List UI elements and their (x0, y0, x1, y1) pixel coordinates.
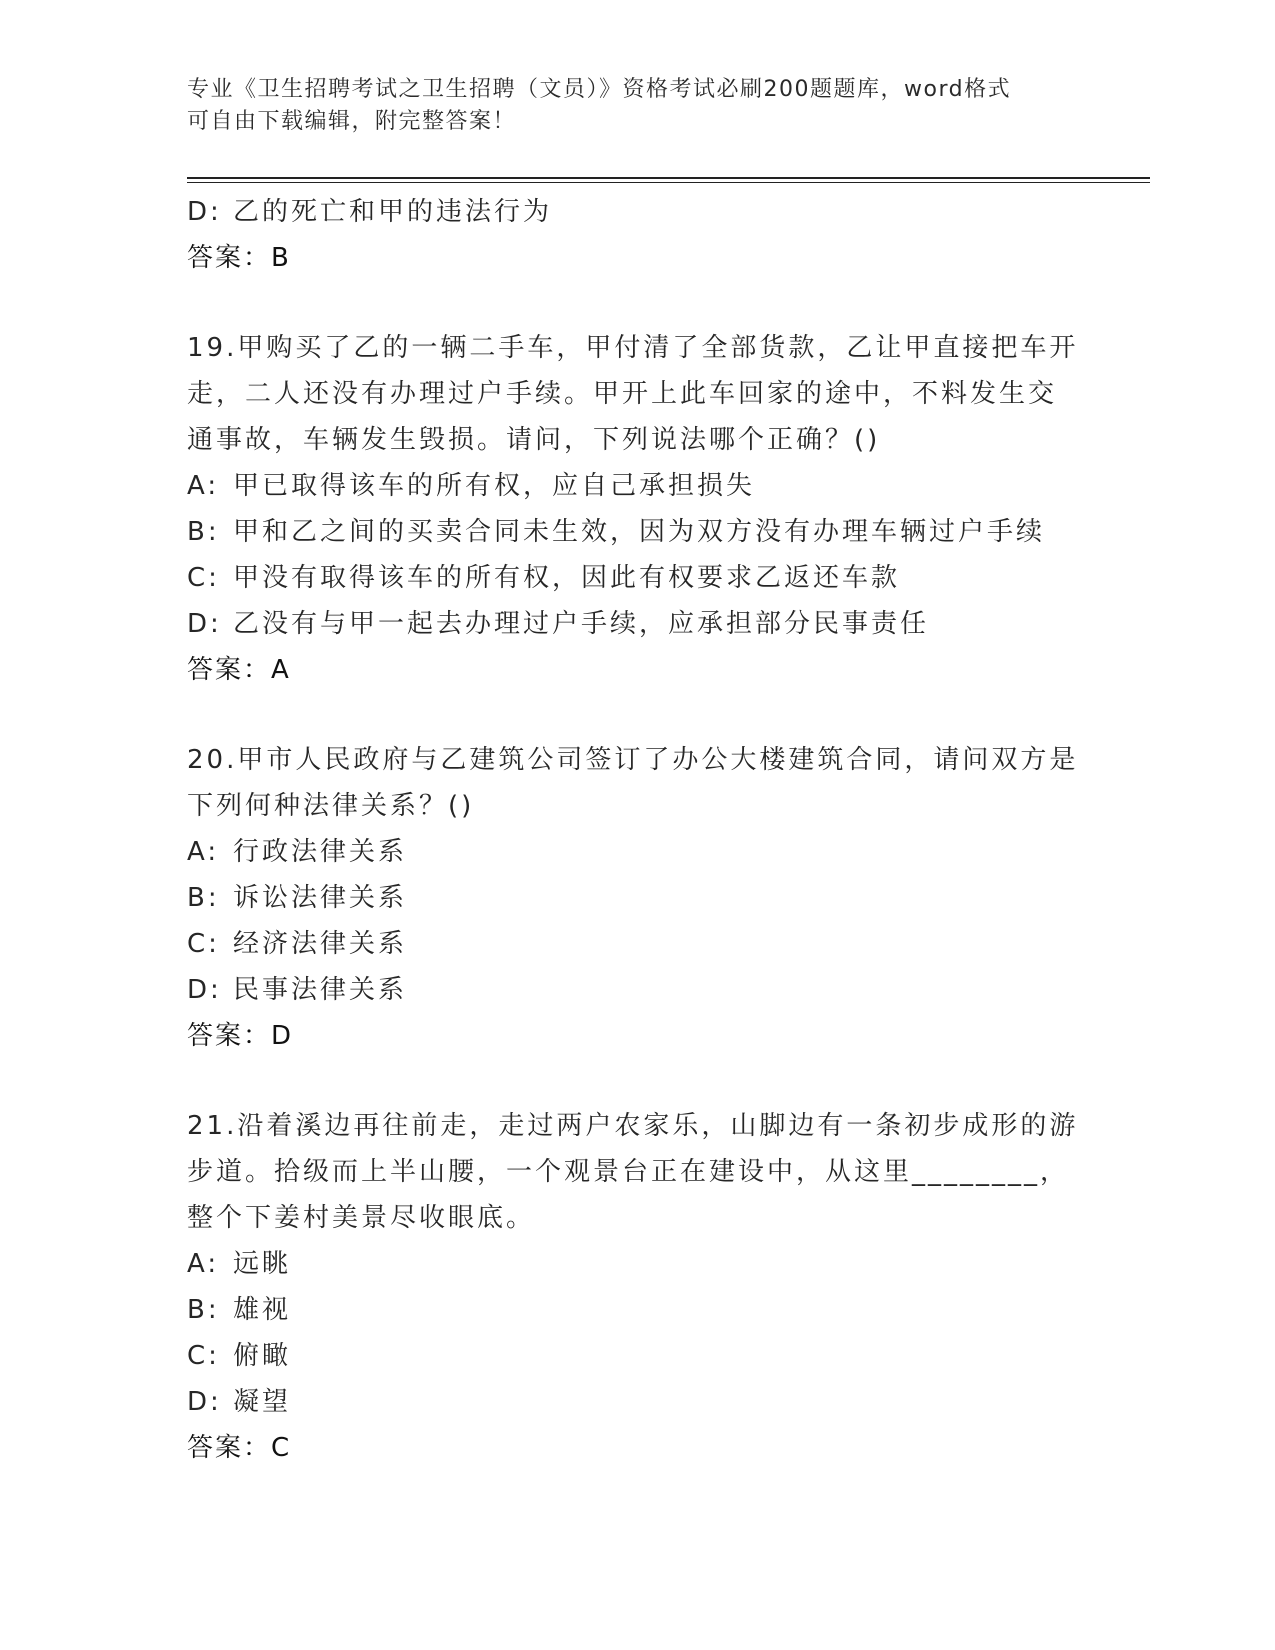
option-label: D: (187, 1387, 222, 1417)
question-19-option-d (187, 601, 1087, 647)
document-content (187, 189, 1087, 1471)
question-20-option-a (187, 829, 1087, 875)
header-rule-thin (187, 182, 1150, 183)
question-21-line-3: 整个下姜村美景尽收眼底。 (187, 1203, 536, 1233)
question-20-option-d (187, 967, 1087, 1013)
question-21-line-1: 21.沿着溪边再往前走，走过两户农家乐，山脚边有一条初步成形的游 (187, 1111, 1079, 1141)
option-label: B: (187, 517, 220, 547)
option-label: B: (187, 883, 220, 913)
question-21 (187, 1103, 1087, 1471)
option-text: 远眺 (233, 1249, 292, 1279)
option-text: 甲已取得该车的所有权，应自己承担损失 (233, 471, 756, 501)
question-20-line-1: 20.甲市人民政府与乙建筑公司签订了办公大楼建筑合同，请问双方是 (187, 745, 1079, 775)
question-19-line-2: 走，二人还没有办理过户手续。甲开上此车回家的途中，不料发生交 (187, 379, 1058, 409)
question-19-line-3: 通事故，车辆发生毁损。请问，下列说法哪个正确？() (187, 425, 881, 455)
question-20 (187, 737, 1087, 1059)
question-20-option-c (187, 921, 1087, 967)
question-20-answer: 答案：D (187, 1021, 294, 1051)
option-label: C: (187, 1341, 220, 1371)
question-21-line-2: 步道。拾级而上半山腰，一个观景台正在建设中，从这里________， (187, 1157, 1070, 1187)
question-19 (187, 325, 1087, 693)
option-text: 诉讼法律关系 (233, 883, 408, 913)
option-label: D: (187, 975, 222, 1005)
document-header (187, 74, 1087, 138)
option-label: C: (187, 563, 220, 593)
question-21-answer: 答案：C (187, 1433, 292, 1463)
spacer (187, 1059, 1087, 1103)
question-19-line-1: 19.甲购买了乙的一辆二手车，甲付清了全部货款，乙让甲直接把车开 (187, 333, 1079, 363)
header-line-1: 专业《卫生招聘考试之卫生招聘（文员）》资格考试必刷200题题库，word格式 (187, 77, 1012, 102)
question-21-option-b (187, 1287, 1087, 1333)
question-21-option-c (187, 1333, 1087, 1379)
spacer (187, 693, 1087, 737)
option-text: 甲和乙之间的买卖合同未生效，因为双方没有办理车辆过户手续 (233, 517, 1046, 547)
option-text: 经济法律关系 (233, 929, 408, 959)
option-text: 俯瞰 (233, 1341, 292, 1371)
header-rule-thick (187, 177, 1150, 179)
option-label: C: (187, 929, 220, 959)
question-19-answer: 答案：A (187, 655, 291, 685)
header-line-2: 可自由下载编辑，附完整答案！ (187, 109, 517, 134)
option-label: A: (187, 471, 220, 501)
question-21-option-d (187, 1379, 1087, 1425)
question-19-option-b (187, 509, 1087, 555)
prev-answer: 答案：B (187, 243, 291, 273)
option-label: A: (187, 1249, 220, 1279)
option-label: A: (187, 837, 220, 867)
option-text: 民事法律关系 (233, 975, 408, 1005)
question-21-option-a (187, 1241, 1087, 1287)
question-20-line-2: 下列何种法律关系？() (187, 791, 475, 821)
option-text: 雄视 (233, 1295, 292, 1325)
option-label: D: (187, 197, 222, 227)
option-text: 凝望 (233, 1387, 292, 1417)
option-label: B: (187, 1295, 220, 1325)
option-text: 行政法律关系 (233, 837, 408, 867)
option-text: 乙没有与甲一起去办理过户手续，应承担部分民事责任 (233, 609, 930, 639)
option-text: 乙的死亡和甲的违法行为 (233, 197, 553, 227)
question-19-option-a (187, 463, 1087, 509)
question-20-option-b (187, 875, 1087, 921)
question-19-option-c (187, 555, 1087, 601)
option-text: 甲没有取得该车的所有权，因此有权要求乙返还车款 (233, 563, 901, 593)
prev-option-d (187, 189, 1087, 235)
spacer (187, 281, 1087, 325)
option-label: D: (187, 609, 222, 639)
